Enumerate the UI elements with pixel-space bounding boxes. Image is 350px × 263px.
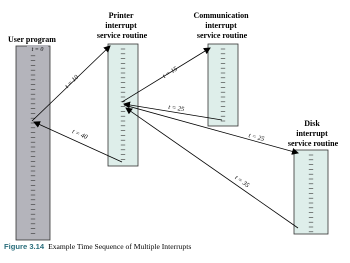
arrow-label-printer-to-disk: t = 25 [247,132,265,143]
disk-isr-title: Disk interrupt service routine [287,119,339,148]
arrow-label-user-to-printer: t = 10 [63,73,81,90]
arrow-label-comm-to-printer: t = 25 [167,103,185,114]
arrow-label-printer-to-user: t = 40 [70,128,89,142]
figure-caption [4,242,191,251]
figure-number: Figure 3.14 [4,242,45,251]
disk-isr-bar [294,150,328,234]
figure-caption-text: Example Time Sequence of Multiple Interrupts [48,242,192,251]
user-program-title: User program [8,35,56,44]
comm-isr-bar [208,44,238,126]
printer-isr-title: Printer interrupt service routine [96,11,148,40]
comm-isr-title: Communication interrupt service routine [193,11,249,40]
printer-isr-bar [108,44,138,166]
arrow-label-disk-to-printer: t = 35 [233,174,251,190]
arrow-label-printer-to-comm: t = 15 [161,65,179,80]
start-time-label: t = 0 [31,47,44,53]
